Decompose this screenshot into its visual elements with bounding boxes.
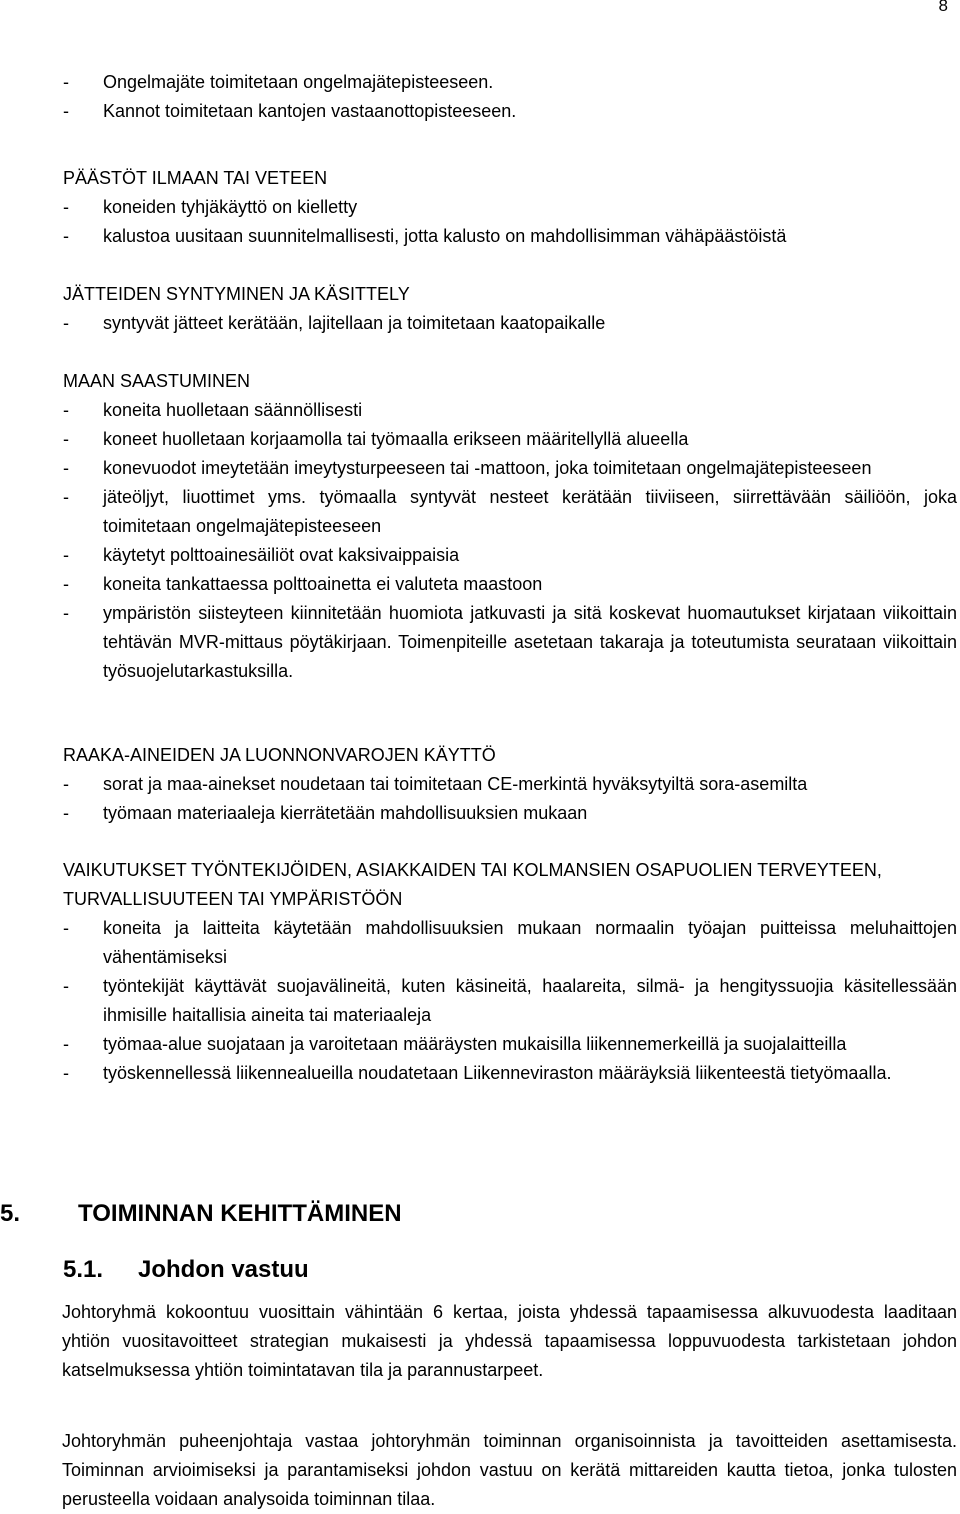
section-number: 5.	[0, 1200, 21, 1227]
bullet-dash: -	[63, 1063, 69, 1083]
list-item	[63, 97, 957, 126]
list-item	[63, 1059, 957, 1088]
section-number: 5.1.	[63, 1256, 104, 1283]
list-item-text: sorat ja maa-ainekset noudetaan tai toimitetaan CE-merkintä hyväksytyiltä sora-asemilta	[103, 774, 808, 794]
list-item-text: jäteöljyt, liuottimet yms. työmaalla syntyvät nesteet kerätään tiiviiseen, siirrettävään säiliöön, joka toimitetaan ongelmajätepisteeseen	[103, 487, 957, 536]
paragraph: Johtoryhmän puheenjohtaja vastaa johtoryhmän toiminnan organisoinnista ja tavoitteiden asettamisesta. Toiminnan arvioimiseksi ja parantamiseksi johdon vastuu on kerätä mittareiden kautta tietoa, jonka tulosten perusteella voidaan analysoida toiminnan tilaa.	[62, 1431, 957, 1509]
page-number: 8	[938, 0, 948, 15]
top-list	[63, 68, 957, 126]
section-heading: JÄTTEIDEN SYNTYMINEN JA KÄSITTELY	[63, 284, 410, 304]
list-item-text: syntyvät jätteet kerätään, lajitellaan ja toimitetaan kaatopaikalle	[103, 313, 606, 333]
bullet-dash: -	[63, 603, 69, 623]
list-item-text: työmaan materiaaleja kierrätetään mahdollisuuksien mukaan	[103, 803, 588, 823]
section-heading: VAIKUTUKSET TYÖNTEKIJÖIDEN, ASIAKKAIDEN TAI KOLMANSIEN OSAPUOLIEN TERVEYTEEN, TURVALLISUUTEEN TAI YMPÄRISTÖÖN	[63, 860, 882, 909]
list-item	[63, 599, 957, 686]
bullet-dash: -	[63, 976, 69, 996]
list-item	[63, 799, 957, 828]
list-item	[63, 309, 957, 338]
bullet-dash: -	[63, 803, 69, 823]
health-section	[63, 856, 957, 1088]
section-title: Johdon vastuu	[138, 1256, 309, 1283]
list-item-text: Ongelmajäte toimitetaan ongelmajätepisteeseen.	[103, 72, 494, 92]
bullet-dash: -	[63, 313, 69, 333]
bullet-dash: -	[63, 429, 69, 449]
list-item-text: työmaa-alue suojataan ja varoitetaan määräysten mukaisilla liikennemerkeillä ja suojalaitteilla	[103, 1034, 847, 1054]
list-item	[63, 454, 957, 483]
list-item-text: käytetyt polttoainesäiliöt ovat kaksivaippaisia	[103, 545, 460, 565]
section-5-1-heading	[63, 1254, 309, 1286]
paragraph: Johtoryhmä kokoontuu vuosittain vähintään 6 kertaa, joista yhdessä tapaamisessa alkuvuodesta laaditaan yhtiön vuositavoitteet strategian mukaisesti ja yhdessä tapaamisessa loppuvuodesta tarkistetaan johdon katselmuksessa yhtiön toimintatavan tila ja parannustarpeet.	[62, 1302, 957, 1380]
list-item-text: koneita huolletaan säännöllisesti	[103, 400, 363, 420]
list-item	[63, 972, 957, 1030]
list-item	[63, 193, 957, 222]
section-heading: RAAKA-AINEIDEN JA LUONNONVAROJEN KÄYTTÖ	[63, 745, 496, 765]
list-item	[63, 770, 957, 799]
list-item-text: Kannot toimitetaan kantojen vastaanottopisteeseen.	[103, 101, 517, 121]
materials-section	[63, 741, 957, 828]
list-item-text: työskennellessä liikennealueilla noudatetaan Liikenneviraston määräyksiä liikenteestä tietyömaalla.	[103, 1063, 892, 1083]
list-item-text: kalustoa uusitaan suunnitelmallisesti, jotta kalusto on mahdollisimman vähäpäästöistä	[103, 226, 787, 246]
bullet-dash: -	[63, 774, 69, 794]
section-heading: MAAN SAASTUMINEN	[63, 371, 251, 391]
bullet-dash: -	[63, 458, 69, 478]
list-item-text: työntekijät käyttävät suojavälineitä, kuten käsineitä, haalareita, silmä- ja hengityssuojia käsitellessään ihmisille haitallisia aineita tai materiaaleja	[103, 976, 957, 1025]
bullet-dash: -	[63, 197, 69, 217]
list-item	[63, 914, 957, 972]
section-heading: PÄÄSTÖT ILMAAN TAI VETEEN	[63, 168, 328, 188]
bullet-dash: -	[63, 918, 69, 938]
list-item	[63, 1030, 957, 1059]
section-5-heading	[0, 1198, 402, 1230]
bullet-dash: -	[63, 1034, 69, 1054]
bullet-dash: -	[63, 545, 69, 565]
list-item-text: koneita ja laitteita käytetään mahdollisuuksien mukaan normaalin työajan puitteissa meluhaittojen vähentämiseksi	[103, 918, 957, 967]
bullet-dash: -	[63, 487, 69, 507]
list-item-text: konevuodot imeytetään imeytysturpeeseen tai -mattoon, joka toimitetaan ongelmajätepisteeseen	[103, 458, 872, 478]
bullet-dash: -	[63, 72, 69, 92]
bullet-dash: -	[63, 226, 69, 246]
bullet-dash: -	[63, 574, 69, 594]
list-item	[63, 68, 957, 97]
list-item-text: koneiden tyhjäkäyttö on kielletty	[103, 197, 358, 217]
list-item	[63, 483, 957, 541]
list-item-text: koneet huolletaan korjaamolla tai työmaalla erikseen määritellyllä alueella	[103, 429, 689, 449]
list-item	[63, 570, 957, 599]
bullet-dash: -	[63, 400, 69, 420]
section-title: TOIMINNAN KEHITTÄMINEN	[78, 1200, 402, 1227]
emissions-section	[63, 164, 957, 251]
bullet-dash: -	[63, 101, 69, 121]
soil-section	[63, 367, 957, 686]
list-item	[63, 425, 957, 454]
list-item-text: ympäristön siisteyteen kiinnitetään huomiota jatkuvasti ja sitä koskevat huomautukset kirjataan viikoittain tehtävän MVR-mittaus pöytäkirjaan. Toimenpiteille asetetaan takaraja ja toteutumista seurataan viikoittain työsuojelutarkastuksilla.	[103, 603, 957, 681]
list-item	[63, 541, 957, 570]
waste-section	[63, 280, 957, 338]
list-item	[63, 222, 957, 251]
list-item-text: koneita tankattaessa polttoainetta ei valuteta maastoon	[103, 574, 543, 594]
list-item	[63, 396, 957, 425]
